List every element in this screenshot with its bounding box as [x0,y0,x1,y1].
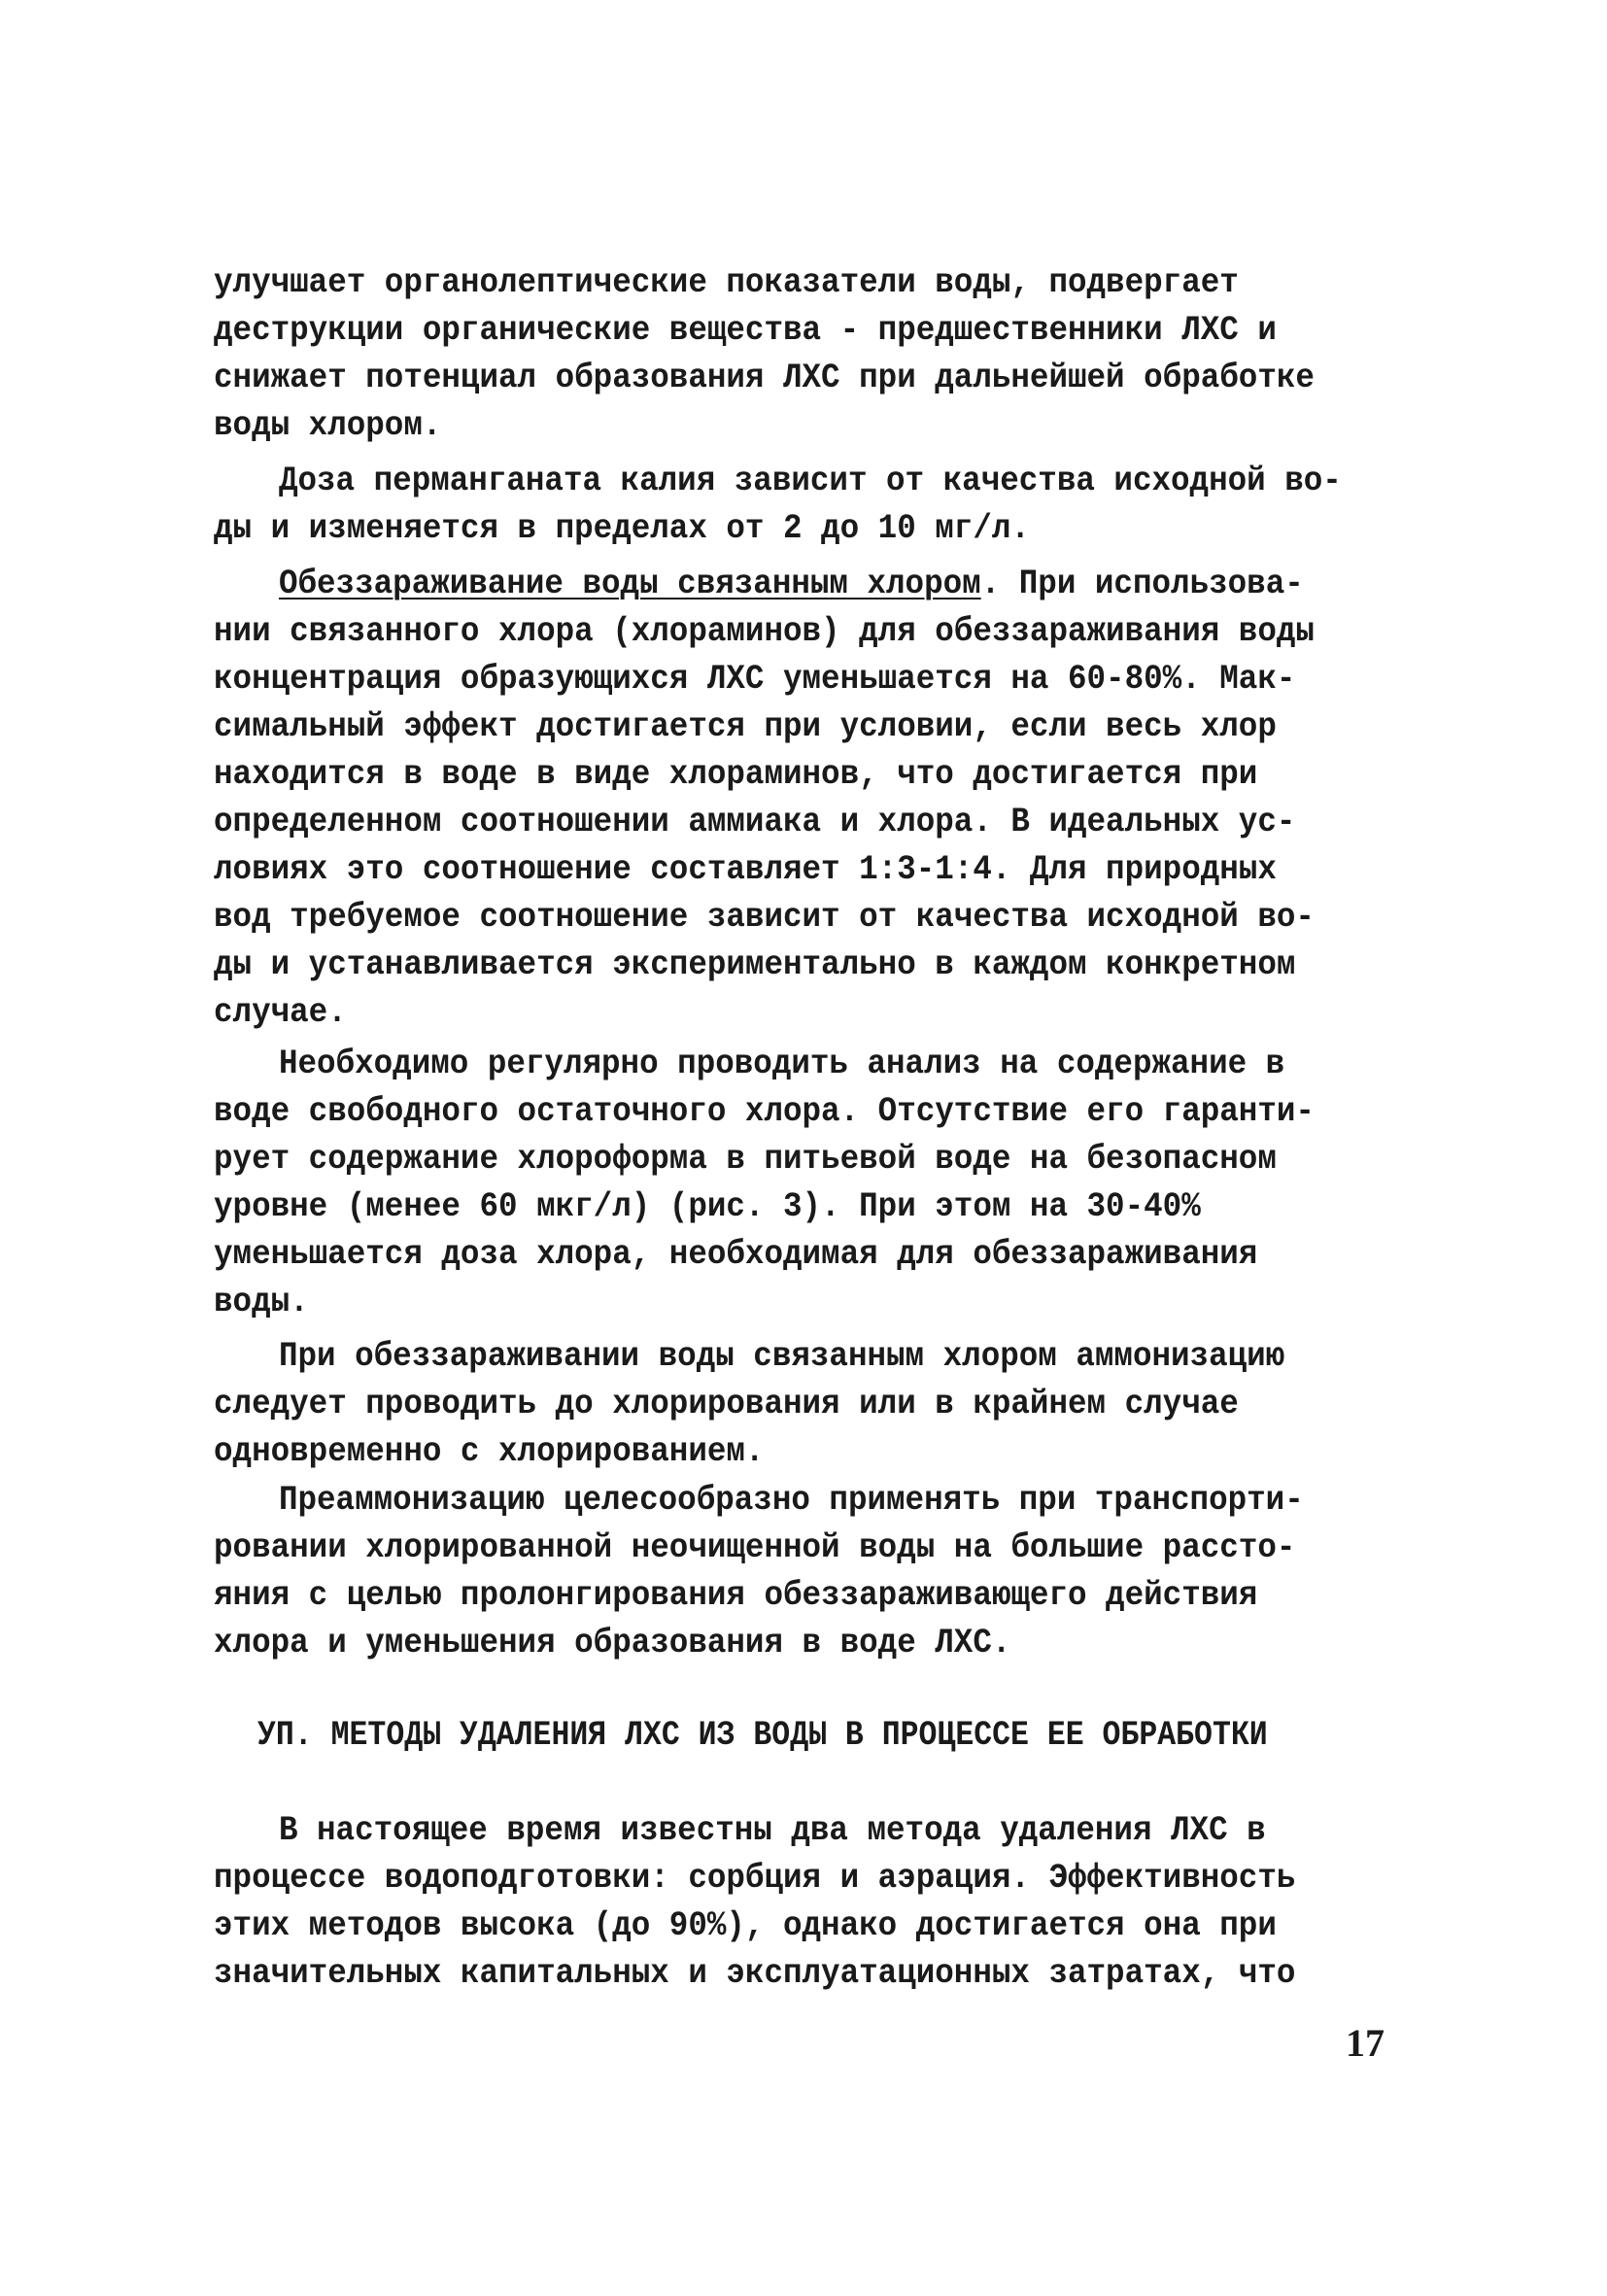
text-line: нии связанного хлора (хлораминов) для обеззараживания воды [214,612,1315,651]
text-line: воды хлором. [214,406,442,445]
text-line [214,561,1334,608]
paragraph-bound-chlorine [214,561,1419,1037]
text-line: Преаммонизацию целесообразно применять при транспорти- [278,1481,1304,1520]
paragraph-preammonization [214,1477,1419,1667]
text-line: концентрация образующихся ЛХС уменьшается на 60-80%. Мак- [214,660,1296,699]
text-line: яния с целью пролонгирования обеззараживающего действия [214,1576,1258,1615]
paragraph-organoleptic [214,259,1419,450]
text-line: При обеззараживании воды связанным хлором аммонизацию [278,1337,1285,1376]
text-line: снижает потенциал образования ЛХС при дальнейшей обработке [214,359,1315,397]
text-line: следует проводить до хлорирования или в крайнем случае [214,1385,1239,1423]
text-segment: . При использова- [980,565,1304,603]
text-line: этих методов высока (до 90%), однако достигается она при [214,1906,1277,1945]
paragraph-permanganate-dose [214,458,1419,553]
section-heading: УП. МЕТОДЫ УДАЛЕНИЯ ЛХС ИЗ ВОДЫ В ПРОЦЕССЕ ЕЕ ОБРАБОТКИ [257,1716,1268,1755]
text-line: воде свободного остаточного хлора. Отсутствие его гаранти- [214,1092,1315,1131]
text-line: случае. [214,993,347,1032]
paragraph-removal-methods [214,1807,1419,1998]
text-line: рует содержание хлороформа в питьевой воде на безопасном [214,1140,1277,1179]
paragraph-ammonization [214,1333,1419,1476]
text-line: Доза перманганата калия зависит от качества исходной во- [278,462,1342,500]
text-line: деструкции органические вещества - предшественники ЛХС и [214,311,1277,350]
text-line: уровне (менее 60 мкг/л) (рис. 3). При этом на 30-40% [214,1187,1201,1226]
text-line: вод требуемое соотношение зависит от качества исходной во- [214,898,1315,937]
underlined-subheading: Обеззараживание воды связанным хлором [278,565,981,603]
text-line: ровании хлорированной неочищенной воды на большие рассто- [214,1528,1296,1567]
text-line: уменьшается доза хлора, необходимая для обеззараживания [214,1235,1258,1274]
text-line: одновременно с хлорированием. [214,1432,765,1471]
text-line: симальный эффект достигается при условии, если весь хлор [214,707,1277,746]
text-line: ды и изменяется в пределах от 2 до 10 мг/л. [214,509,1030,548]
page-number: 17 [1346,2021,1385,2065]
text-line: улучшает органолептические показатели воды, подвергает [214,263,1239,302]
text-line: процессе водоподготовки: сорбция и аэрация. Эффективность [214,1859,1296,1898]
paragraph-residual-chlorine [214,1041,1419,1326]
text-line: Необходимо регулярно проводить анализ на содержание в [278,1045,1285,1083]
text-line: находится в воде в виде хлораминов, что достигается при [214,755,1258,794]
text-line: ловиях это соотношение составляет 1:3-1:4. Для природных [214,850,1277,889]
text-line: воды. [214,1283,309,1321]
text-line: значительных капитальных и эксплуатационных затратах, что [214,1954,1296,1993]
text-line: ды и устанавливается экспериментально в каждом конкретном [214,945,1296,984]
text-line: определенном соотношении аммиака и хлора. В идеальных ус- [214,803,1296,841]
text-line: В настоящее время известны два метода удаления ЛХС в [278,1811,1266,1850]
text-line: хлора и уменьшения образования в воде ЛХС. [214,1624,1011,1662]
